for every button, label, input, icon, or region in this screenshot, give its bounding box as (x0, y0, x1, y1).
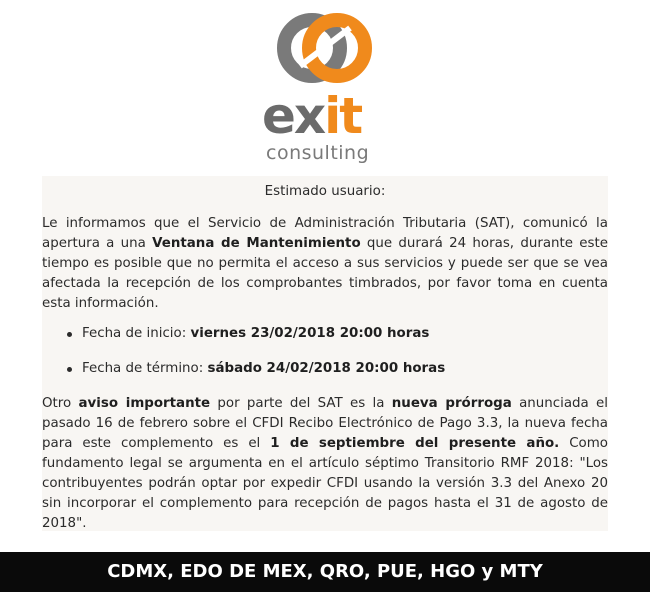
logo-word-dark: ex (262, 87, 325, 145)
date-list (42, 324, 608, 379)
paragraph-maintenance (42, 214, 608, 314)
end-date-value: sábado 24/02/2018 20:00 horas (207, 361, 446, 376)
notice-panel (42, 176, 608, 531)
logo-word-accent: it (324, 87, 362, 145)
notice-content (42, 176, 608, 534)
p2-text-e: anunciada el pasado 16 de febrero sobre el CFDI Recibo Electrónico de Pago 3.3, la nueva fecha para este complemento es el (42, 396, 609, 451)
paragraph-extension (42, 394, 608, 534)
p2-text-g: Como fundamento legal se argumenta en el artículo séptimo Transitorio RMF 2018: "Los contribuyentes podrán optar por expedir CFDI usando la versión 3.3 del Anexo 20 sin incorporar el complemento para recepción de pagos hasta el 31 de agosto de 2018". (42, 436, 608, 531)
start-date-value: viernes 23/02/2018 20:00 horas (190, 326, 430, 341)
p1-text-a: Le informamos que el Servicio de Administración Tributaria (SAT), comunicó la apertura a una (42, 216, 608, 251)
p1-bold-maintenance-window: Ventana de Mantenimiento (152, 236, 361, 251)
p2-text-c: por parte del SAT es la (210, 396, 392, 411)
end-date-label: Fecha de término: (82, 361, 208, 376)
logo-subtitle: consulting (266, 142, 370, 164)
p1-text-c: que durará 24 horas, durante este tiempo es posible que no permita el acceso a sus servicios y puede ser que se vea afectada la recepción de los comprobantes timbrados, por favor toma en cuenta esta información. (42, 236, 608, 311)
p2-bold-important-notice: aviso importante (78, 396, 211, 411)
list-item (42, 324, 608, 344)
p2-text-a: Otro (42, 396, 79, 411)
list-item (42, 359, 608, 379)
p2-bold-new-date: 1 de septiembre del presente año. (270, 436, 560, 451)
footer-locations-banner: CDMX, EDO DE MEX, QRO, PUE, HGO y MTY (0, 552, 650, 592)
p2-bold-new-extension: nueva prórroga (391, 396, 512, 411)
start-date-label: Fecha de inicio: (82, 326, 191, 341)
logo-wordmark (262, 87, 392, 145)
greeting: Estimado usuario: (264, 184, 386, 199)
company-logo (0, 0, 650, 175)
